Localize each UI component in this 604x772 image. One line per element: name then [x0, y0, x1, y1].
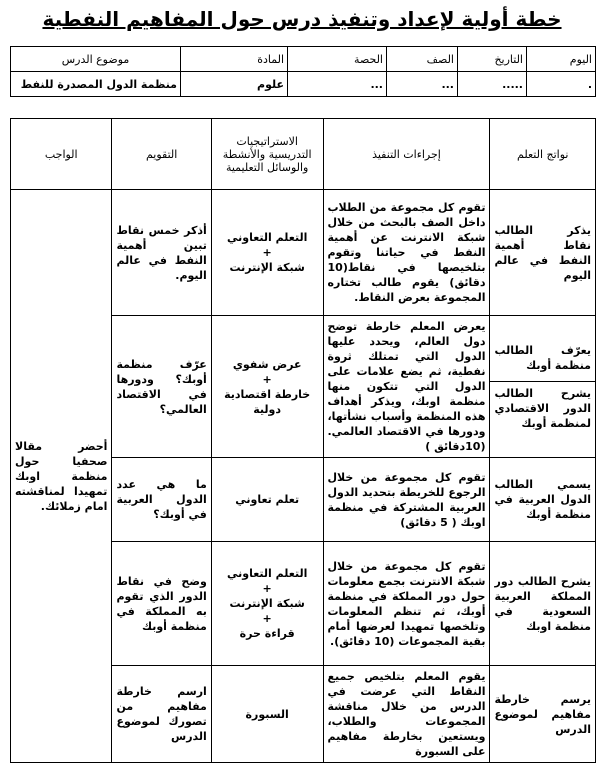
info-value-subject: علوم	[181, 72, 288, 97]
strategy-cell	[211, 190, 323, 316]
info-value-lesson-topic: منظمة الدول المصدرة للنفط	[11, 72, 181, 97]
info-header-date: التاريخ	[458, 47, 527, 72]
outcome-cell: يشرح الطالب دور المملكة العربية السعودية في منظمة اوبك	[490, 542, 596, 666]
plus-sign: +	[262, 246, 272, 259]
outcome-cell: يسمي الطالب الدول العربية في منظمة أوبك	[490, 458, 596, 542]
strategy-item: التعلم التعاوني	[226, 231, 308, 244]
procedure-cell: يقوم المعلم بتلخيص جميع النقاط التي عرضت في الدرس من خلال مناقشة المجموعات والطلاب، ويستعين بخارطة مفاهيم على السبورة	[323, 666, 490, 763]
evaluation-cell: ما هي عدد الدول العربية في أوبك؟	[112, 458, 211, 542]
plan-header-row	[11, 119, 596, 190]
strategy-cell	[211, 666, 323, 763]
info-header-subject: المادة	[181, 47, 288, 72]
header-learning-outcomes: نواتج التعلم	[490, 119, 596, 190]
page-title: خطة أولية لإعداد وتنفيذ درس حول المفاهيم النفطية	[42, 7, 562, 31]
homework-cell: أحضر مقالا صحفيا حول منظمة اوبك تمهيدا لمناقشته امام زملائك.	[11, 190, 112, 763]
info-value-row	[11, 72, 596, 97]
info-header-row	[11, 47, 596, 72]
strategy-item: تعلم تعاوني	[235, 493, 300, 506]
procedure-cell: تقوم كل مجموعة من خلال الرجوع للخريطة بتحديد الدول العربية المشتركة في منظمة اوبك ( 5 دقائق)	[323, 458, 490, 542]
header-strategies: الاستراتيجيات التدريسية والأنشطة والوسائل التعليمية	[211, 119, 323, 190]
outcome-item: يشرح الطالب الدور الاقتصادي لمنظمة أوبك	[494, 386, 591, 430]
info-value-class: ...	[387, 72, 458, 97]
strategy-item: شبكة الإنترنت	[229, 261, 305, 274]
procedure-cell: تقوم كل مجموعة من خلال شبكة الانترنت بجمع معلومات حول دور المملكة في منظمة أوبك، ثم تنظم المعلومات وتلخصها تمهيدا لعرضها أمام بقية المجموعات (10 دقائق).	[323, 542, 490, 666]
outcome-cell: يذكر الطالب نقاط أهمية النفط في عالم اليوم	[490, 190, 596, 316]
header-homework: الواجب	[11, 119, 112, 190]
info-value-date: .....	[458, 72, 527, 97]
info-header-day: اليوم	[527, 47, 596, 72]
outcome-cell: يرسم خارطة مفاهيم لموضوع الدرس	[490, 666, 596, 763]
info-value-day: .	[527, 72, 596, 97]
outcome-item: يعرّف الطالب منظمة أوبك	[490, 339, 595, 382]
strategy-cell	[211, 458, 323, 542]
info-header-period: الحصة	[288, 47, 387, 72]
plus-sign: +	[262, 582, 272, 595]
evaluation-cell: عرّف منظمة أوبك؟ ودورها في الاقتصاد العالمي؟	[112, 316, 211, 458]
procedure-cell: يعرض المعلم خارطة توضح دول العالم، ويحدد عليها الدول التي تمتلك ثروة نفطية، ثم يضع علامات على الدول التي تتكون منها منظمة اوبك، ويذكر أهداف هذه المنظمة وأسباب نشأتها، ودورها في الاقتصاد العالمي.(10دقائق )	[323, 316, 490, 458]
info-header-lesson-topic: موضوع الدرس	[11, 47, 181, 72]
strategy-item: عرض شفوي	[232, 357, 302, 371]
header-evaluation: التقويم	[112, 119, 211, 190]
strategy-cell	[211, 542, 323, 666]
plan-row	[11, 190, 596, 316]
strategy-item: شبكة الإنترنت	[229, 597, 305, 610]
strategy-item: السبورة	[245, 707, 289, 721]
plus-sign: +	[262, 612, 272, 625]
info-header-class: الصف	[387, 47, 458, 72]
evaluation-cell: وضح في نقاط الدور الذي تقوم به المملكة في منظمة أوبك	[112, 542, 211, 666]
header-procedures: إجراءات التنفيذ	[323, 119, 490, 190]
evaluation-cell: ارسم خارطة مفاهيم من تصورك لموضوع الدرس	[112, 666, 211, 763]
plus-sign: +	[262, 372, 272, 386]
info-value-period: ...	[288, 72, 387, 97]
procedure-cell: تقوم كل مجموعة من الطلاب داخل الصف بالبحث من خلال شبكة الانترنت عن أهمية النفط في حياتنا وتقوم بتلخيصها في نقاط(10 دقائق) يقوم طالب تختاره المجموعة بعرض النقاط.	[323, 190, 490, 316]
strategy-cell	[211, 316, 323, 458]
strategy-item: التعلم التعاوني	[226, 567, 308, 580]
strategy-item: خارطة اقتصادية دولية	[224, 387, 311, 416]
outcome-cell	[490, 316, 596, 458]
strategy-item: قراءة حرة	[239, 627, 295, 640]
lesson-plan-table	[10, 118, 596, 763]
evaluation-cell: أذكر خمس نقاط تبين أهمية النفط في عالم اليوم.	[112, 190, 211, 316]
lesson-info-table	[10, 46, 596, 97]
